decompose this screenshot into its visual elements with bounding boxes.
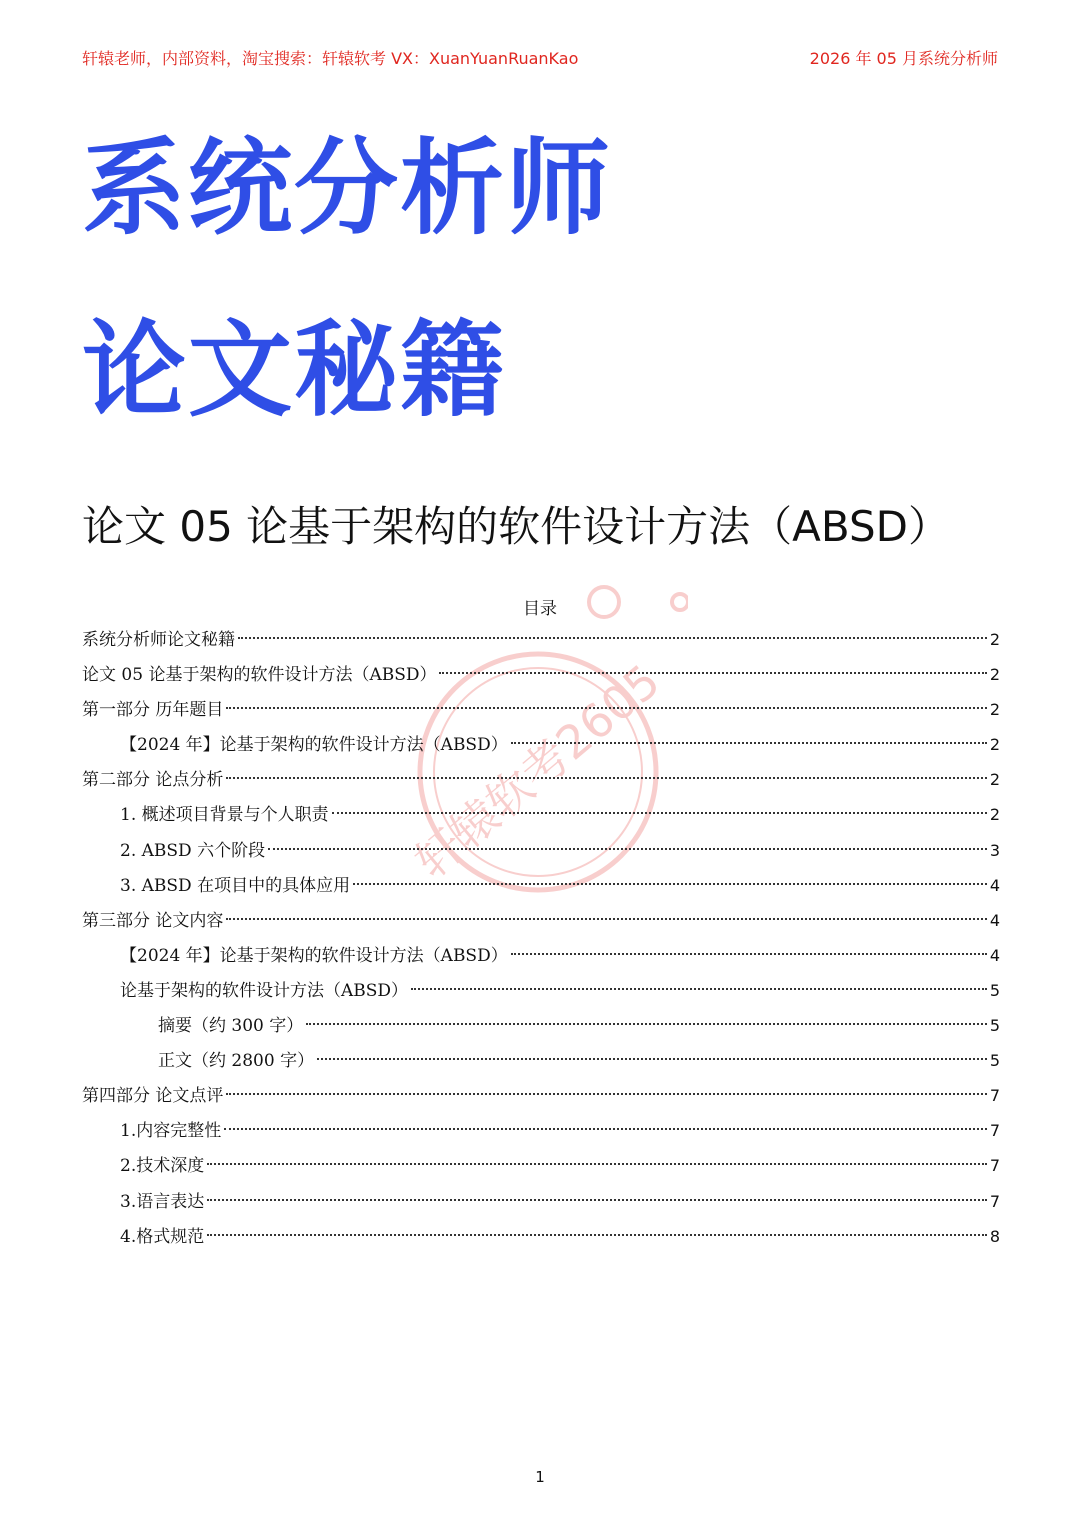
main-title-line2: 论文秘籍 bbox=[82, 309, 507, 431]
toc-leader-dots bbox=[238, 637, 987, 639]
toc-entry-text: 3.语言表达 bbox=[120, 1191, 205, 1212]
toc-leader-dots bbox=[317, 1058, 987, 1060]
toc-entry[interactable] bbox=[82, 797, 1000, 832]
page-number: 1 bbox=[535, 1468, 545, 1486]
toc-leader-dots bbox=[226, 918, 986, 920]
toc-entry-text: 3. ABSD 在项目中的具体应用 bbox=[120, 875, 351, 896]
toc-entry-page: 4 bbox=[989, 910, 1000, 930]
toc-entry[interactable] bbox=[82, 657, 1000, 692]
toc-entry[interactable] bbox=[82, 1184, 1000, 1219]
toc-entry[interactable] bbox=[82, 973, 1000, 1008]
header-left-text: 轩辕老师，内部资料，淘宝搜索：轩辕软考 VX：XuanYuanRuanKao bbox=[82, 49, 579, 68]
toc-entry-text: 第二部分 论点分析 bbox=[82, 770, 224, 791]
toc-leader-dots bbox=[207, 1234, 987, 1236]
toc-entry[interactable] bbox=[82, 1148, 1000, 1183]
toc-leader-dots bbox=[207, 1199, 987, 1201]
toc-entry[interactable] bbox=[82, 868, 1000, 903]
toc-leader-dots bbox=[332, 812, 987, 814]
toc-entry-page: 7 bbox=[989, 1156, 1000, 1176]
toc-entry-page: 4 bbox=[989, 945, 1000, 965]
toc-heading: 目录 bbox=[523, 599, 557, 619]
toc-entry-text: 2.技术深度 bbox=[120, 1156, 205, 1177]
toc-entry-text: 【2024 年】论基于架构的软件设计方法（ABSD） bbox=[120, 735, 508, 756]
toc-entry-page: 2 bbox=[989, 805, 1000, 825]
toc-entry-page: 7 bbox=[989, 1121, 1000, 1141]
toc-entry-text: 4.格式规范 bbox=[120, 1226, 205, 1247]
toc-entry-text: 论基于架构的软件设计方法（ABSD） bbox=[120, 980, 409, 1001]
toc-entry-page: 3 bbox=[989, 840, 1000, 860]
toc-entry-text: 摘要（约 300 字） bbox=[158, 1016, 304, 1037]
toc-entry[interactable] bbox=[82, 938, 1000, 973]
toc-leader-dots bbox=[224, 1128, 987, 1130]
toc-entry-text: 第三部分 论文内容 bbox=[82, 910, 224, 931]
toc-entry-page: 7 bbox=[989, 1086, 1000, 1106]
toc-leader-dots bbox=[226, 1093, 986, 1095]
toc-entry-text: 2. ABSD 六个阶段 bbox=[120, 840, 266, 861]
toc-entry-page: 7 bbox=[989, 1191, 1000, 1211]
toc-entry-page: 4 bbox=[989, 875, 1000, 895]
toc-entry-text: 【2024 年】论基于架构的软件设计方法（ABSD） bbox=[120, 945, 508, 966]
toc-entry-page: 2 bbox=[989, 630, 1000, 649]
toc-entry[interactable] bbox=[82, 1008, 1000, 1043]
toc-leader-dots bbox=[226, 707, 986, 709]
toc-entry-page: 5 bbox=[989, 1016, 1000, 1036]
toc-leader-dots bbox=[511, 953, 987, 955]
toc-leader-dots bbox=[511, 742, 987, 744]
stamp-text: 轩辕软考2605 bbox=[404, 653, 671, 889]
toc-entry-text: 第四部分 论文点评 bbox=[82, 1086, 224, 1107]
toc-entry-text: 第一部分 历年题目 bbox=[82, 700, 224, 721]
toc-entry-page: 5 bbox=[989, 980, 1000, 1000]
toc-entry[interactable] bbox=[82, 727, 1000, 762]
toc-leader-dots bbox=[411, 988, 987, 990]
main-title-line1: 系统分析师 bbox=[82, 127, 613, 249]
toc-leader-dots bbox=[207, 1163, 987, 1165]
toc-entry[interactable] bbox=[82, 692, 1000, 727]
toc-leader-dots bbox=[226, 777, 986, 779]
toc-entry-text: 系统分析师论文秘籍 bbox=[82, 630, 235, 650]
toc-leader-dots bbox=[353, 883, 987, 885]
toc-entry[interactable] bbox=[82, 762, 1000, 797]
toc-entry-page: 2 bbox=[989, 735, 1000, 755]
header-right-text: 2026 年 05 月系统分析师 bbox=[809, 49, 998, 68]
toc-entry[interactable] bbox=[82, 903, 1000, 938]
toc-entry-text: 1.内容完整性 bbox=[120, 1121, 222, 1142]
toc-leader-dots bbox=[439, 672, 986, 674]
toc-entry-text: 论文 05 论基于架构的软件设计方法（ABSD） bbox=[82, 665, 437, 686]
toc-entry-page: 8 bbox=[989, 1226, 1000, 1246]
toc-entry[interactable] bbox=[82, 1078, 1000, 1113]
toc-entry-page: 2 bbox=[989, 770, 1000, 790]
toc-leader-dots bbox=[268, 848, 987, 850]
toc-entry[interactable] bbox=[82, 833, 1000, 868]
toc-entry-page: 2 bbox=[989, 700, 1000, 720]
toc-entry-page: 5 bbox=[989, 1051, 1000, 1071]
toc-entry-page: 2 bbox=[989, 665, 1000, 685]
essay-subtitle: 论文 05 论基于架构的软件设计方法（ABSD） bbox=[82, 502, 950, 551]
toc-entry[interactable] bbox=[82, 1113, 1000, 1148]
toc-entry[interactable] bbox=[82, 622, 1000, 657]
toc-leader-dots bbox=[306, 1023, 987, 1025]
toc-entry[interactable] bbox=[82, 1219, 1000, 1254]
toc-entry-text: 1. 概述项目背景与个人职责 bbox=[120, 805, 329, 826]
toc-entry[interactable] bbox=[82, 1043, 1000, 1078]
table-of-contents bbox=[82, 622, 1000, 1254]
toc-entry-text: 正文（约 2800 字） bbox=[158, 1051, 315, 1072]
